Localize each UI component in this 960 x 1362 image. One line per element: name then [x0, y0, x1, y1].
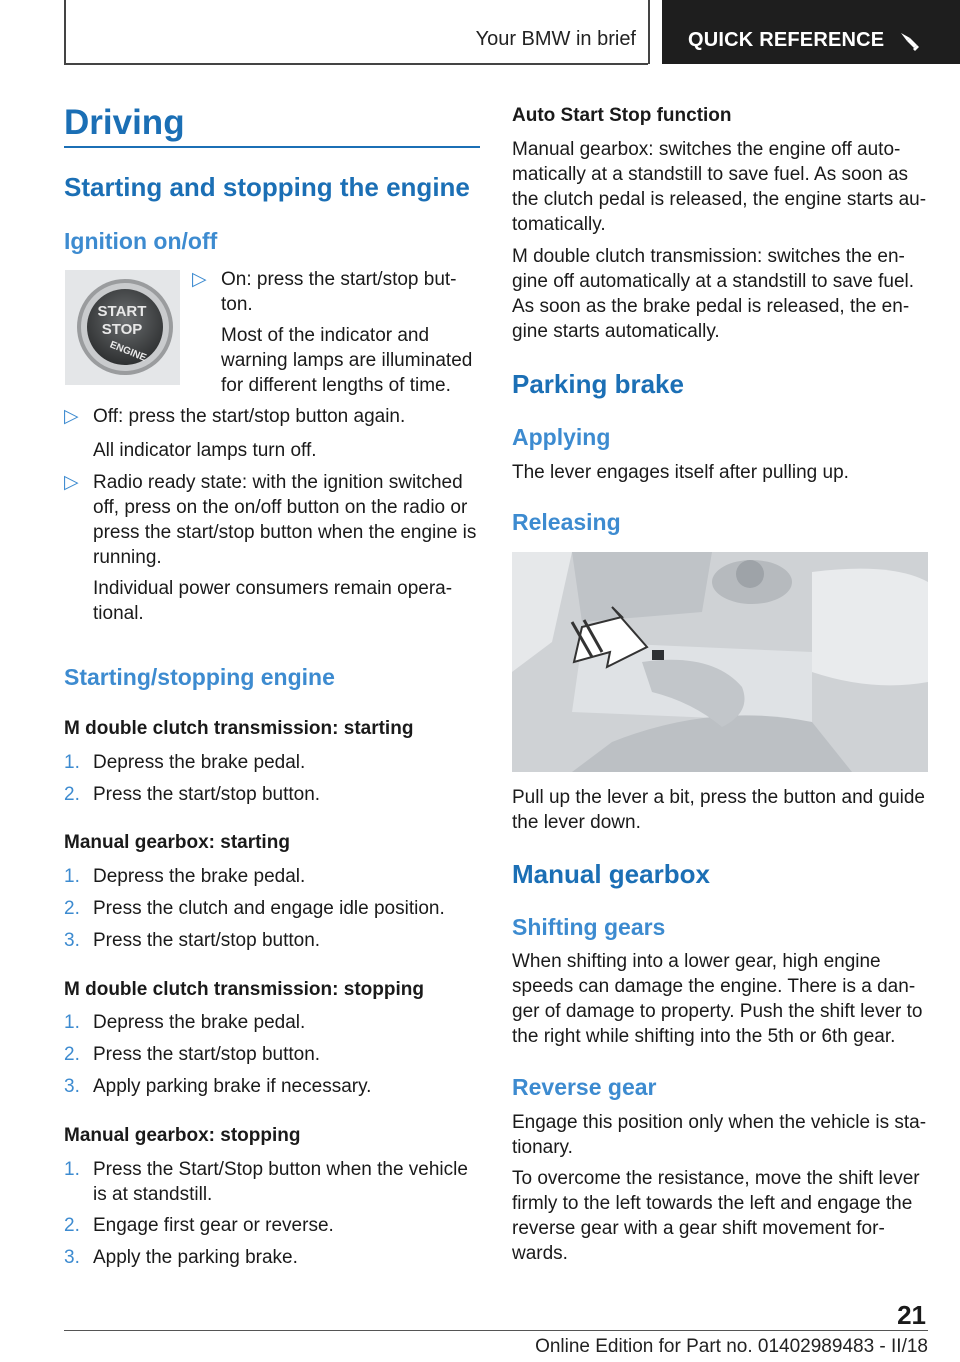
- paragraph: When shifting into a lower gear, high engine speeds can damage the engine. There is a danger of damage to property. Push the shift lever to the right while shifting into the 5th or 6th gear.: [512, 951, 923, 1047]
- subheading-ignition: Ignition on/off: [64, 228, 218, 254]
- button-label-start: START: [97, 303, 147, 320]
- paragraph: M double clutch transmission: switches the engine off automatically at a standstill to save fuel. As soon as the brake pedal is released, the engine starts automatically.: [512, 246, 915, 342]
- paragraph: To overcome the resistance, move the shift lever firmly to the left towards the left and engage the reverse gear with a gear shift movement forwards.: [512, 1168, 920, 1264]
- subheading-shifting-gears: Shifting gears: [512, 914, 666, 940]
- header-section-title: Your BMW in brief: [475, 28, 636, 50]
- list-item: 1. Press the Start/Stop button when the vehicle is at standstill.: [64, 1159, 468, 1205]
- list-item: ▷ Off: press the start/stop button again. All indicator lamps turn off.: [64, 406, 406, 461]
- triangle-bullet-icon: ▷: [192, 269, 207, 290]
- group-title: M double clutch transmission: starting: [64, 718, 414, 739]
- header-separator: [648, 0, 650, 64]
- section-heading-manual-gearbox: Manual gearbox: [512, 859, 710, 889]
- paragraph: Manual gearbox: switches the engine off automatically at a standstill to save fuel. As soon as the clutch pedal is released, the engine starts automatically.: [512, 139, 927, 235]
- footer-rule: [64, 1330, 928, 1331]
- button-label-stop: STOP: [101, 321, 143, 338]
- paragraph: Pull up the lever a bit, press the button and guide the lever down.: [512, 787, 925, 833]
- subheading-releasing: Releasing: [512, 509, 621, 535]
- heading-rule: [64, 146, 480, 148]
- group-title: M double clutch transmission: stopping: [64, 979, 424, 1000]
- page-heading: Driving: [64, 103, 185, 142]
- parking-brake-illustration: [512, 552, 928, 772]
- header-bottom-line: [64, 63, 648, 65]
- start-stop-button-image: [65, 270, 180, 385]
- group-title: Manual gearbox: starting: [64, 832, 290, 853]
- group-title: Manual gearbox: stopping: [64, 1125, 301, 1146]
- quick-reference-tab[interactable]: [662, 0, 960, 64]
- list-item: ▷ Radio ready state: with the ignition switched off, press on the on/off button on the radio or press the start/stop button when the engine is running. Individual power consumers remain operational.: [64, 472, 477, 624]
- list-item: ▷ On: press the start/stop button. Most of the indicator and warning lamps are illuminated for different lengths of time.: [192, 269, 473, 396]
- pin-tool-icon: [898, 30, 920, 52]
- section-heading-parking-brake: Parking brake: [512, 369, 684, 399]
- paragraph: Engage this position only when the vehicle is stationary.: [512, 1112, 927, 1158]
- subheading-applying: Applying: [512, 424, 611, 450]
- triangle-bullet-icon: ▷: [64, 406, 79, 427]
- paragraph: The lever engages itself after pulling up.: [512, 462, 849, 483]
- page-number: 21: [897, 1300, 926, 1330]
- section-heading-starting-stopping: Starting and stopping the engine: [64, 172, 470, 202]
- edition-text: Online Edition for Part no. 01402989483 - II/18: [535, 1336, 928, 1357]
- auto-start-stop-title: Auto Start Stop function: [512, 105, 732, 126]
- triangle-bullet-icon: ▷: [64, 472, 79, 493]
- button-label-engine: ENGINE: [108, 339, 148, 364]
- subheading-reverse-gear: Reverse gear: [512, 1074, 657, 1100]
- quick-reference-label: QUICK REFERENCE: [688, 29, 885, 51]
- subheading-starting-stopping-engine: Starting/stopping engine: [64, 664, 335, 690]
